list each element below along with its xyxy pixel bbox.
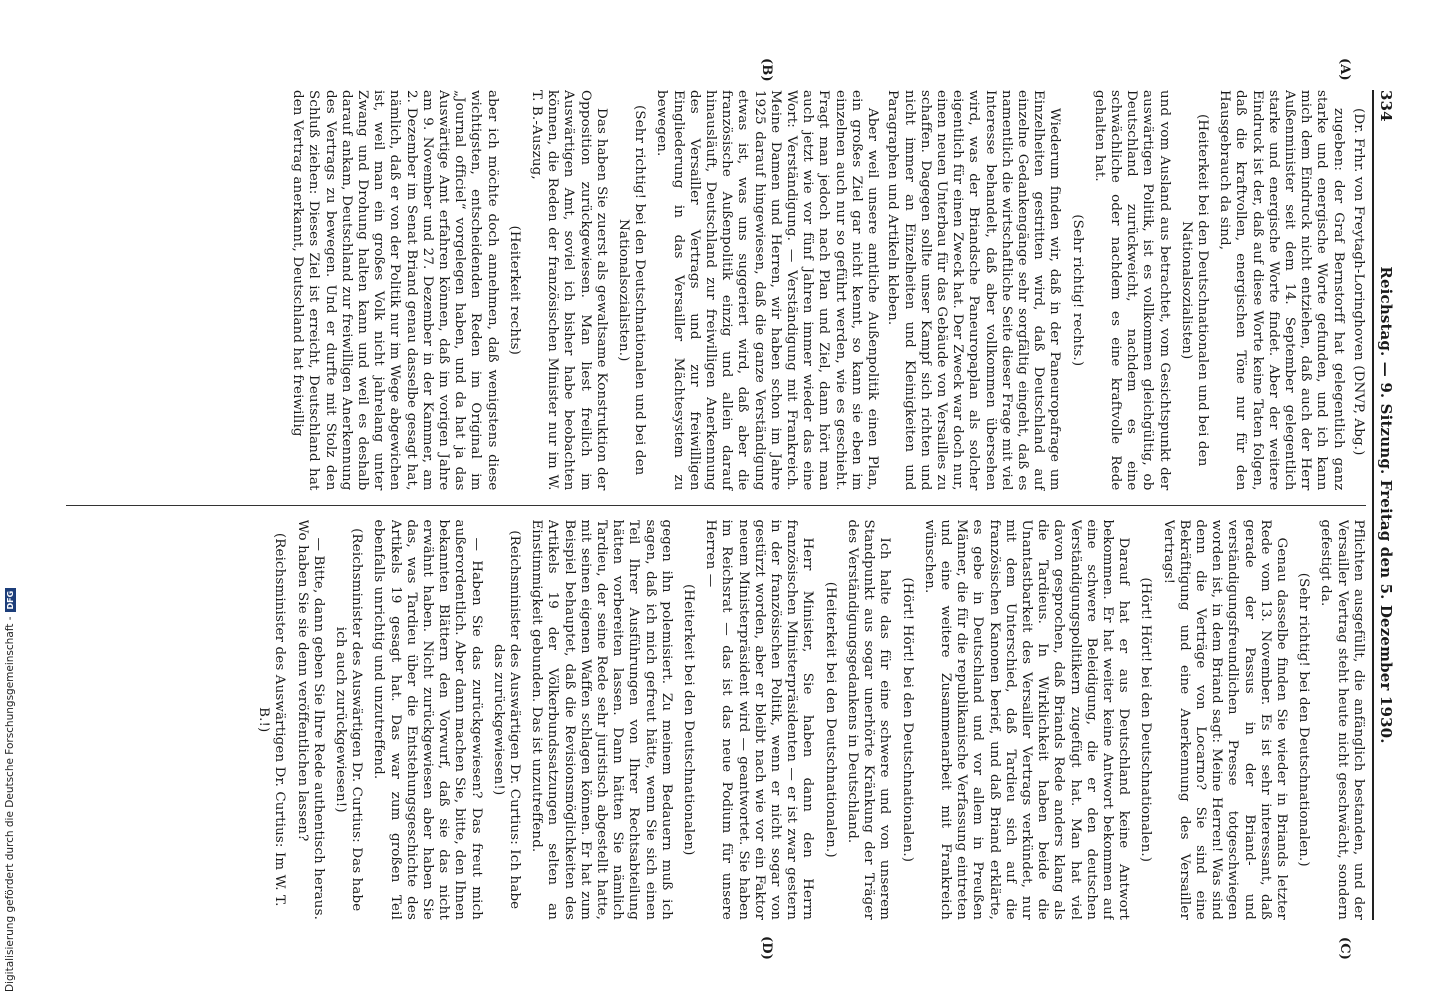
- paragraph: Aber weil unsere amtliche Außenpolitik einen Plan, ein großes Ziel gar nicht kennt, so kann sie eben im einzelnen auch nur so geführt werden, wie es geschieht. Fragt man jedoch nach Plan und Ziel, dann hört man auch jetzt wie vor fünf Jahren immer wieder das eine Wort: Verständigung. — Verständigung mit Frankreich. Meine Damen und Herren, wir haben schon im Jahre 1925 darauf hingewiesen, daß die ganze Verständigung etwas ist, was uns suggeriert wird, daß aber die französische Außenpolitik einzig und allein darauf hinausläuft, Deutschland zur freiwilligen Anerkennung des Versailler Vertrags und zur freiwilligen Eingliederung in das Versailler Mächtesystem zu bewegen.: [654, 90, 881, 491]
- document-page: [20, 0, 1434, 1000]
- page-number: 334: [1377, 90, 1395, 122]
- margin-mark-b: (B): [759, 58, 774, 82]
- paragraph: — Bitte, dann geben Sie Ihre Rede authentisch heraus. Wo haben Sie sie denn veröffentlichen lassen?: [294, 519, 326, 920]
- digitization-note: [0, 0, 22, 1000]
- interjection: (Hört! Hört! bei den Deutschnationalen.): [1138, 577, 1154, 863]
- interjection: (Hört! Hört! bei den Deutschnationalen.): [899, 577, 915, 863]
- interjection: (Heiterkeit bei den Deutschnationalen): [681, 583, 697, 856]
- margin-mark-c: (C): [1337, 936, 1352, 960]
- paragraph: und vom Ausland aus betrachtet, vom Gesichtspunkt der auswärtigen Politik, ist es vollkommen gleichgültig, ob Deutschland zurückweicht, nachdem es eine schwächliche oder nachdem es eine kraftvolle Rede gehalten hat.: [1091, 90, 1172, 491]
- interjection: (Sehr richtig! bei den Deutschnationalen.): [1296, 572, 1312, 867]
- left-column: [66, 90, 1366, 491]
- paragraph: zugeben: der Graf Bernstorff hat gelegentlich ganz starke und energische Worte gefunden, und ich kann mich dem Eindruck nicht entziehen, daß auch der Herr Außenminister seit dem 14. September gelegentlich starke und energische Worte findet. Aber der weitere Eindruck ist der, daß auf diese Worte keine Taten folgen, daß die kraftvollen, energischen Töne nur für den Hausgebrauch da sind,: [1217, 90, 1346, 491]
- paragraph: gegen ihn polemisiert. Zu meinem Bedauern muß ich sagen, daß ich mich gefreut hätte, wenn Sie sich einen Teil Ihrer Ausführungen von Ihrer Rechtsabteilung hätten vorbereiten lassen. Dann hätten Sie nämlich Tardieu, der seine Rede sehr juristisch abgestellt hatte, mit seinen eigenen Waffen schlagen können. Er hat zum Beispiel behauptet, daß die Revisionsmöglichkeiten des Artikels 19 der Völkerbundssatzungen selten an Einstimmigkeit gebunden. Das ist unzutreffend.: [529, 519, 674, 920]
- paragraph: Herr Minister, Sie haben dann den Herrn französischen Ministerpräsidenten — er ist zwar gestern in der französischen Politik, wenn er nicht sogar von gestürzt worden, aber er bleibt nach wie vor ein Faktor neuem Ministerpräsident wird — geantwortet. Sie haben im Reichsrat — das ist das neue Podium für unsere Herren —: [703, 519, 816, 920]
- interjection: (Sehr richtig! bei den Deutschnationalen und bei den Nationalsozialisten.): [616, 105, 648, 476]
- interjection: (Heiterkeit bei den Deutschnationalen und bei den Nationalsozialisten): [1178, 114, 1210, 467]
- margin-mark-a: (A): [1337, 58, 1352, 81]
- interjection: (Heiterkeit bei den Deutschnationalen.): [822, 581, 838, 858]
- interjection: (Reichsminister des Auswärtigen Dr. Curtius: Ich habe das zurückgewiesen!): [490, 530, 523, 910]
- running-head: Reichstag. — 9. Sitzung. Freitag den 5. Dezember 1930.: [1377, 266, 1395, 744]
- paragraph: Ich halte das für eine schwere und von unserem Standpunkt aus sogar unerhörte Kränkung der Träger des Verständigungsgedankens in Deutschland.: [844, 519, 893, 920]
- dfg-logo: DFG: [5, 588, 16, 613]
- interjection: (Reichsminister des Auswärtigen Dr. Curtius: Im W. T. B.!): [256, 532, 288, 907]
- paragraph: Das haben Sie zuerst als gewaltsame Konstruktion der Opposition zurückgewiesen. Man liest freilich im Auswärtigen Amt, soviel ich bisher habe beobachten können, die Reden der französischen Minister nur im W. T. B.-Auszug,: [529, 90, 609, 491]
- paragraph: Darauf hat er aus Deutschland keine Antwort bekommen. Er hat weiter keine Antwort bekommen auf eine schwere Beleidigung, die er den deutschen Verständigungspolitikern zugefügt hat. Man hat viel davon gesprochen, daß Briands Rede anders klang als die Tardieus. In Wirklichkeit haben beide die Unantastbarkeit des Versailler Vertrags verkündet, nur mit dem Unterschied, daß Tardieu sich auf die französischen Kanonen berief, und daß Briand erklärte, es gebe in Deutschland und vor allem in Preußen Männer, die für die republikanische Verfassung eintreten und eine weitere Zusammenarbeit mit Frankreich wünschen.: [921, 519, 1132, 920]
- interjection: (Reichsminister des Auswärtigen Dr. Curtius: Das habe ich auch zurückgewiesen!): [333, 528, 365, 912]
- right-column: [66, 520, 1366, 921]
- paragraph: aber ich möchte doch annehmen, daß wenigstens diese wichtigsten, entscheidenden Reden im Original im „Journal officiel“ vorgelegen haben, und da hat ja das Auswärtige Amt erfahren können, daß im vorigen Jahre am 9. November und 27. Dezember in der Kammer, am 2. Dezember im Senat Briand genau dasselbe gesagt hat, nämlich, daß er von der Politik nur im Wege abgewichen ist, weil man ein großes Volk nicht jahrelang unter Zwang und Drohung halten kann und weil es deshalb darauf ankam, Deutschland zur freiwilligen Anerkennung des Vertrags zu bewegen. Und er durfte mit Stolz den Schluß ziehen: Dieses Ziel ist erreicht, Deutschland hat den Vertrag anerkannt, Deutschland hat freiwillig: [290, 90, 500, 491]
- paragraph: — Haben Sie das zurückgewiesen? Das freut mich außerordentlich. Aber dann machen Sie, bitte, den Ihnen bekannten Blättern den Vorwurf, daß sie das nicht erwähnt haben. Nicht zurückgewiesen aber haben Sie das, was Tardieu über die Entstehungsgeschichte des Artikels 19 gesagt hat. Das war zum großen Teil ebenfalls unrichtig und unzutreffend.: [371, 519, 484, 920]
- column-divider: [66, 505, 1366, 506]
- text-columns: [66, 90, 1366, 920]
- interjection: (Heiterkeit rechts): [506, 225, 522, 356]
- paragraph: Wiederum finden wir, daß in der Paneuropafrage um Einzelheiten gestritten wird, daß Deutschland auf einzelne Gedankengänge sehr sorgfältig eingeht, daß es namentlich die wirtschaftliche Seite dieser Frage mit viel Interesse behandelt, daß aber vollkommen übersehen wird, was der Briandsche Paneuropaplan als solcher eigentlich für einen Zweck hat. Der Zweck war doch nur, einen neuen Unterbau für das Gebäude von Versailles zu schaffen. Dagegen sollte unser Kampf sich richten und nicht immer an Einzelheiten und Kleinigkeiten und Paragraphen und Artikeln kleben.: [885, 90, 1063, 491]
- interjection: (Sehr richtig! rechts.): [1069, 214, 1085, 367]
- margin-mark-d: (D): [759, 935, 774, 960]
- paragraph: Pflichten ausgefüllt, die anfänglich bestanden, und der Versailler Vertrag steht heute nicht geschwächt, sondern gefestigt da.: [1318, 519, 1366, 920]
- paragraph: Genau dasselbe finden Sie wieder in Briands letzter Rede vom 13. November. Es ist sehr interessant, daß gerade der Passus in der Briand- und verständigungsfreundlichen Presse totgeschwiegen worden ist, in dem Briand sagt: Meine Herren! Was sind denn die Verträge von Locarno? Sie sind eine Bekräftigung und eine Anerkennung des Versailler Vertrags!: [1160, 519, 1289, 920]
- paragraph: (Dr. Frhr. von Freytagh-Loringhoven (DNVP, Abg.): [1350, 108, 1366, 456]
- digitization-note-text: Digitalisierung gefördert durch die Deutsche Forschungsgemeinschaft -: [4, 616, 16, 992]
- page-header: [1372, 90, 1394, 920]
